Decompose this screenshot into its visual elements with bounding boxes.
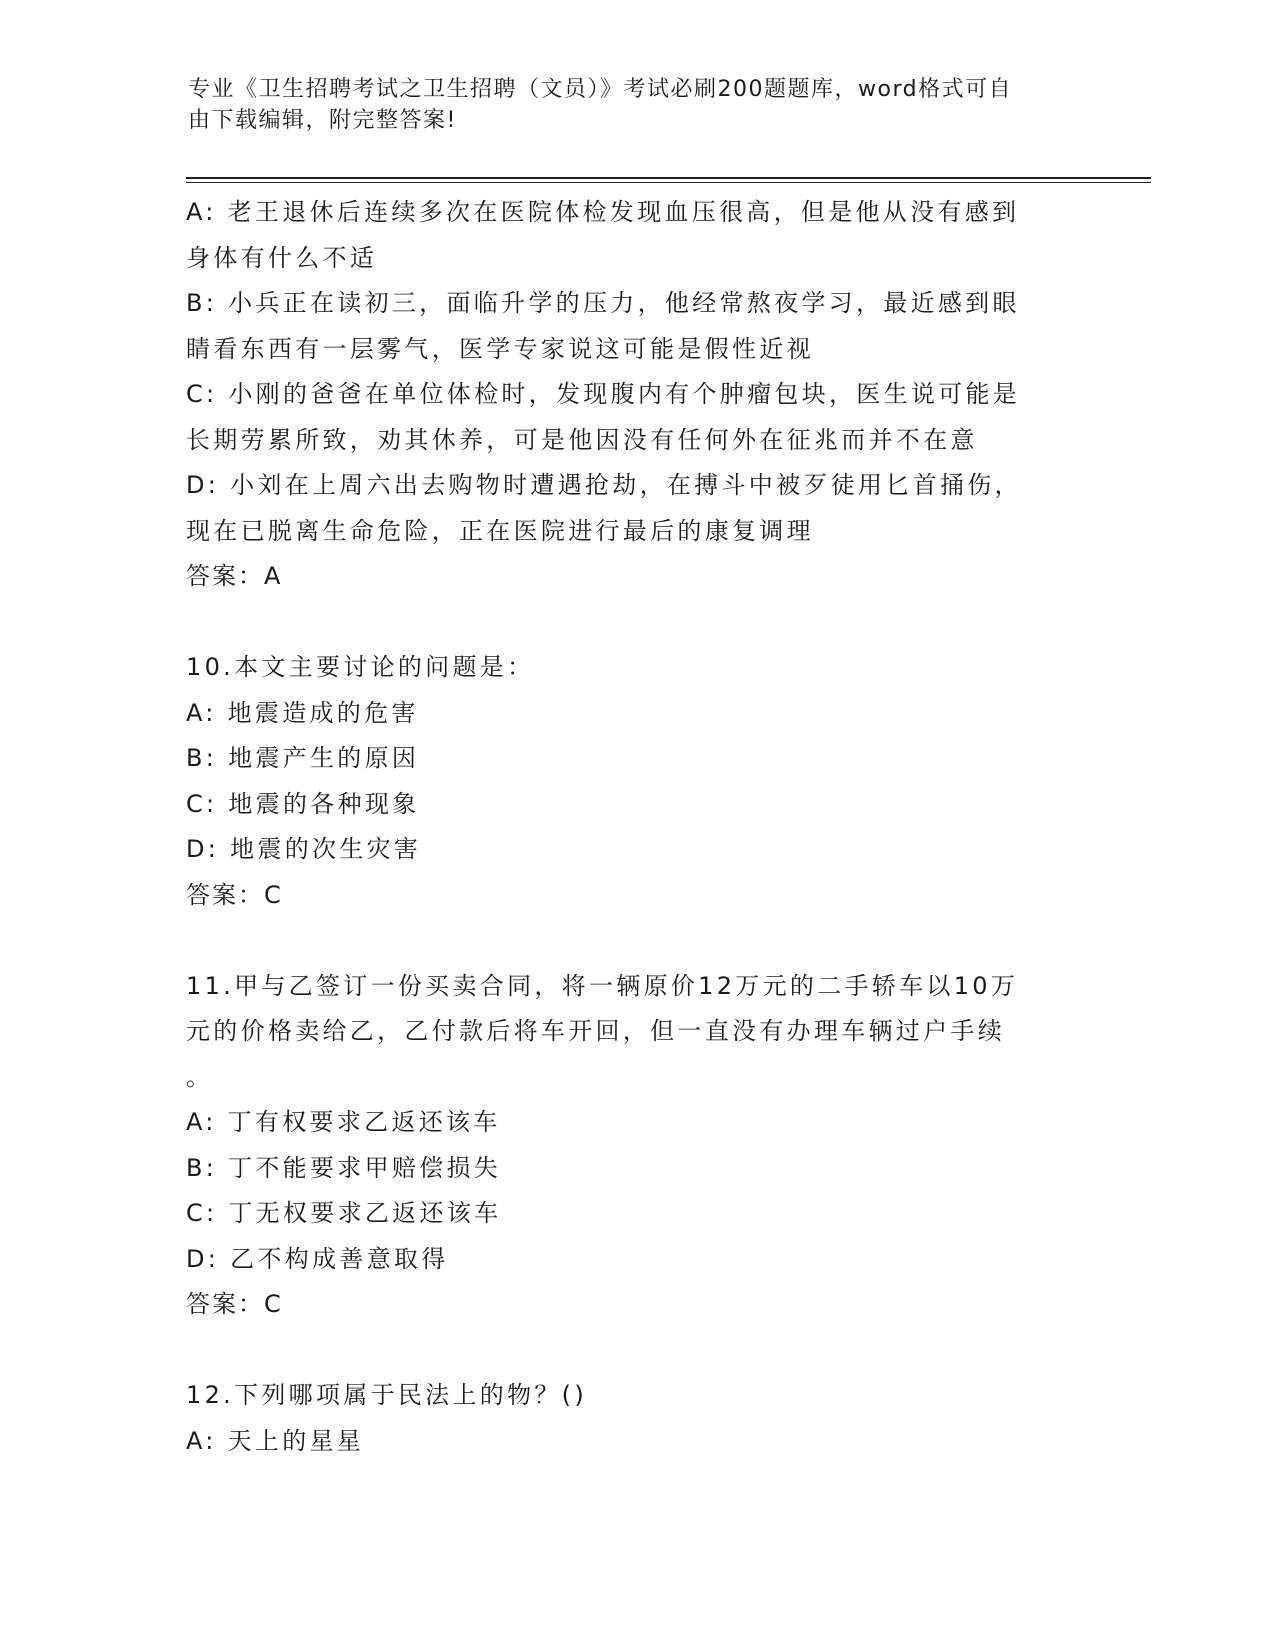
question-11-line-3: 。	[186, 1062, 214, 1091]
header-divider-thick	[186, 177, 1151, 179]
header-line-2: 由下载编辑，附完整答案!	[188, 108, 457, 133]
document-header	[188, 74, 1088, 136]
option-a: A: 丁有权要求乙返还该车	[186, 1108, 501, 1136]
question-10	[186, 645, 1086, 918]
answer-11: 答案：C	[186, 1290, 283, 1318]
answer-9: 答案：A	[186, 562, 283, 590]
option-c-line-2: 长期劳累所致，劝其休养，可是他因没有任何外在征兆而并不在意	[186, 425, 978, 454]
question-12	[186, 1373, 1086, 1464]
document-body	[186, 190, 1086, 1464]
option-d-line-1: D: 小刘在上周六出去购物时遭遇抢劫，在搏斗中被歹徒用匕首捅伤，	[186, 471, 1022, 499]
spacer	[186, 918, 1086, 964]
option-a-line-2: 身体有什么不适	[186, 243, 378, 272]
answer-10: 答案：C	[186, 880, 283, 909]
option-c-line-1: C: 小刚的爸爸在单位体检时，发现腹内有个肿瘤包块，医生说可能是	[186, 380, 1021, 408]
question-12-text: 12.下列哪项属于民法上的物？()	[186, 1381, 587, 1409]
question-11	[186, 964, 1086, 1328]
question-11-line-2: 元的价格卖给乙，乙付款后将车开回，但一直没有办理车辆过户手续	[186, 1017, 1005, 1045]
option-b: B: 丁不能要求甲赔偿损失	[186, 1153, 502, 1182]
option-a: A: 地震造成的危害	[186, 698, 419, 727]
option-a-line-1: A: 老王退休后连续多次在医院体检发现血压很高，但是他从没有感到	[186, 198, 1020, 226]
question-11-line-1: 11.甲与乙签订一份买卖合同，将一辆原价12万元的二手轿车以10万	[186, 971, 1019, 1000]
option-c: C: 丁无权要求乙返还该车	[186, 1199, 502, 1227]
question-9-options	[186, 190, 1086, 600]
spacer	[186, 600, 1086, 646]
question-10-text: 10.本文主要讨论的问题是：	[186, 653, 535, 681]
option-d: D: 乙不构成善意取得	[186, 1244, 449, 1273]
option-b-line-1: B: 小兵正在读初三，面临升学的压力，他经常熬夜学习，最近感到眼	[186, 289, 1020, 317]
header-divider-thin	[186, 182, 1151, 183]
option-c: C: 地震的各种现象	[186, 789, 420, 818]
option-b: B: 地震产生的原因	[186, 744, 420, 772]
option-b-line-2: 睛看东西有一层雾气，医学专家说这可能是假性近视	[186, 334, 814, 363]
header-line-1: 专业《卫生招聘考试之卫生招聘（文员）》考试必刷200题题库，word格式可自	[188, 77, 1013, 102]
option-a: A: 天上的星星	[186, 1426, 365, 1455]
spacer	[186, 1328, 1086, 1374]
option-d: D: 地震的次生灾害	[186, 835, 422, 863]
option-d-line-2: 现在已脱离生命危险，正在医院进行最后的康复调理	[186, 516, 814, 545]
